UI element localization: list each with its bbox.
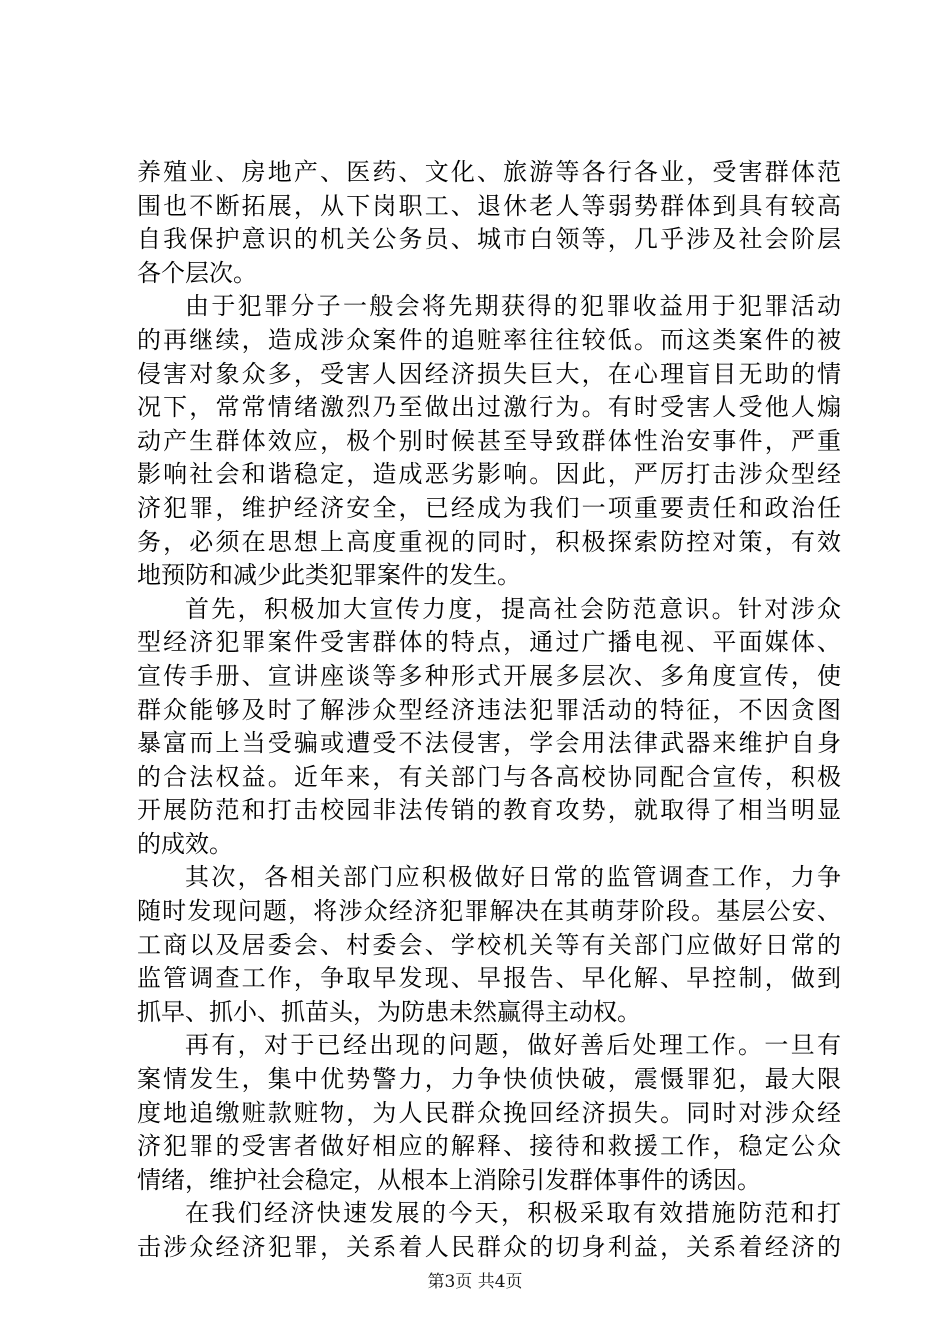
text-line: 济犯罪的受害者做好相应的解释、接待和救援工作，稳定公众	[137, 1132, 841, 1161]
text-line: 度地追缴赃款赃物，为人民群众挽回经济损失。同时对涉众经	[137, 1098, 841, 1127]
text-line: 的成效。	[137, 829, 233, 858]
text-line: 情绪，维护社会稳定，从根本上消除引发群体事件的诱因。	[137, 1165, 761, 1194]
text-line: 暴富而上当受骗或遭受不法侵害，学会用法律武器来维护自身	[137, 729, 841, 758]
text-line: 击涉众经济犯罪，关系着人民群众的切身利益，关系着经济的	[137, 1233, 841, 1261]
text-line: 型经济犯罪案件受害群体的特点，通过广播电视、平面媒体、	[137, 628, 841, 657]
paragraph-first-line: 其次，各相关部门应积极做好日常的监管调查工作，力争	[185, 863, 841, 892]
page-number-footer: 第3页 共4页	[427, 1272, 523, 1292]
text-line: 济犯罪，维护经济安全，已经成为我们一项重要责任和政治任	[137, 493, 841, 522]
text-line: 抓早、抓小、抓苗头，为防患未然赢得主动权。	[137, 997, 641, 1026]
paragraph-first-line: 在我们经济快速发展的今天，积极采取有效措施防范和打	[185, 1199, 841, 1228]
text-line: 自我保护意识的机关公务员、城市白领等，几乎涉及社会阶层	[137, 225, 841, 254]
text-line: 的合法权益。近年来，有关部门与各高校协同配合宣传，积极	[137, 762, 841, 791]
paragraph-first-line: 首先，积极加大宣传力度，提高社会防范意识。针对涉众	[185, 594, 841, 623]
text-line: 养殖业、房地产、医药、文化、旅游等各行各业，受害群体范	[137, 158, 841, 186]
document-body	[137, 156, 841, 1265]
text-line: 工商以及居委会、村委会、学校机关等有关部门应做好日常的	[137, 930, 841, 959]
text-line: 务，必须在思想上高度重视的同时，积极探索防控对策，有效	[137, 527, 841, 556]
text-line: 侵害对象众多，受害人因经济损失巨大，在心理盲目无助的情	[137, 359, 841, 388]
text-line: 开展防范和打击校园非法传销的教育攻势，就取得了相当明显	[137, 796, 841, 825]
text-line: 地预防和减少此类犯罪案件的发生。	[137, 561, 521, 590]
text-line: 围也不断拓展，从下岗职工、退休老人等弱势群体到具有较高	[137, 191, 841, 220]
text-line: 动产生群体效应，极个别时候甚至导致群体性治安事件，严重	[137, 426, 841, 455]
text-line: 随时发现问题，将涉众经济犯罪解决在其萌芽阶段。基层公安、	[137, 897, 841, 926]
text-line: 各个层次。	[137, 258, 257, 287]
text-line: 的再继续，造成涉众案件的追赃率往往较低。而这类案件的被	[137, 325, 841, 354]
paragraph-first-line: 再有，对于已经出现的问题，做好善后处理工作。一旦有	[185, 1031, 841, 1060]
text-line: 群众能够及时了解涉众型经济违法犯罪活动的特征，不因贪图	[137, 695, 841, 724]
text-line: 监管调查工作，争取早发现、早报告、早化解、早控制，做到	[137, 964, 841, 993]
text-line: 案情发生，集中优势警力，力争快侦快破，震慑罪犯，最大限	[137, 1065, 841, 1094]
text-line: 宣传手册、宣讲座谈等多种形式开展多层次、多角度宣传，使	[137, 661, 841, 690]
text-line: 影响社会和谐稳定，造成恶劣影响。因此，严厉打击涉众型经	[137, 460, 841, 489]
paragraph-first-line: 由于犯罪分子一般会将先期获得的犯罪收益用于犯罪活动	[185, 292, 841, 321]
text-line: 况下，常常情绪激烈乃至做出过激行为。有时受害人受他人煽	[137, 393, 841, 422]
